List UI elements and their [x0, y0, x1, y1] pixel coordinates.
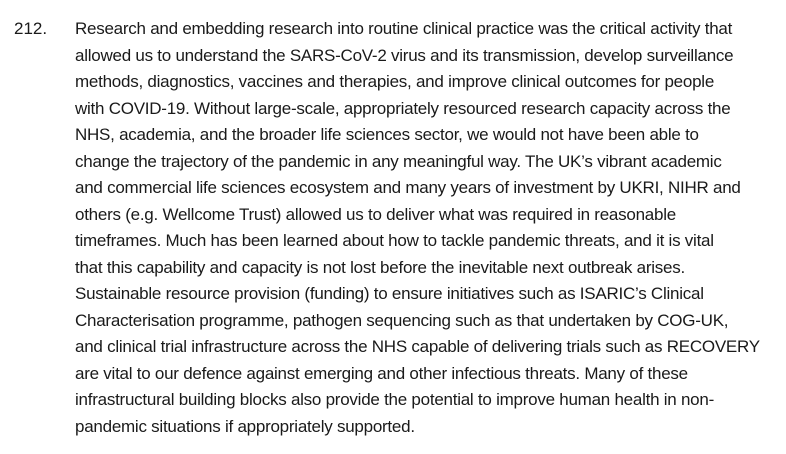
paragraph-line: methods, diagnostics, vaccines and therapies, and improve clinical outcomes for people — [75, 72, 715, 91]
paragraph-line: pandemic situations if appropriately supported. — [75, 416, 415, 436]
paragraph-line: Sustainable resource provision (funding) to ensure initiatives such as ISARIC’s Clinical — [75, 284, 704, 303]
paragraph-number: 212. — [14, 19, 48, 38]
paragraph-line: Research and embedding research into routine clinical practice was the critical activity that — [75, 19, 733, 38]
paragraph-line: NHS, academia, and the broader life sciences sector, we would not have been able to — [75, 125, 699, 144]
paragraph-line: allowed us to understand the SARS-CoV-2 virus and its transmission, develop surveillance — [75, 45, 734, 65]
paragraph-line: change the trajectory of the pandemic in any meaningful way. The UK’s vibrant academic — [75, 151, 722, 171]
paragraph-line: timeframes. Much has been learned about how to tackle pandemic threats, and it is vital — [75, 231, 714, 250]
paragraph-text — [75, 16, 780, 440]
paragraph-line: others (e.g. Wellcome Trust) allowed us to deliver what was required in reasonable — [75, 204, 676, 224]
paragraph-line: and clinical trial infrastructure across the NHS capable of delivering trials such as RECOVERY — [75, 337, 760, 356]
paragraph-line: with COVID-19. Without large-scale, appropriately resourced research capacity across the — [75, 98, 731, 118]
paragraph-line: and commercial life sciences ecosystem and many years of investment by UKRI, NIHR and — [75, 178, 741, 197]
paragraph-line: infrastructural building blocks also provide the potential to improve human health in non- — [75, 390, 714, 409]
paragraph-line: Characterisation programme, pathogen sequencing such as that undertaken by COG-UK, — [75, 310, 729, 330]
paragraph-line: are vital to our defence against emerging and other infectious threats. Many of these — [75, 363, 688, 383]
paragraph-line: that this capability and capacity is not lost before the inevitable next outbreak arises. — [75, 257, 685, 277]
